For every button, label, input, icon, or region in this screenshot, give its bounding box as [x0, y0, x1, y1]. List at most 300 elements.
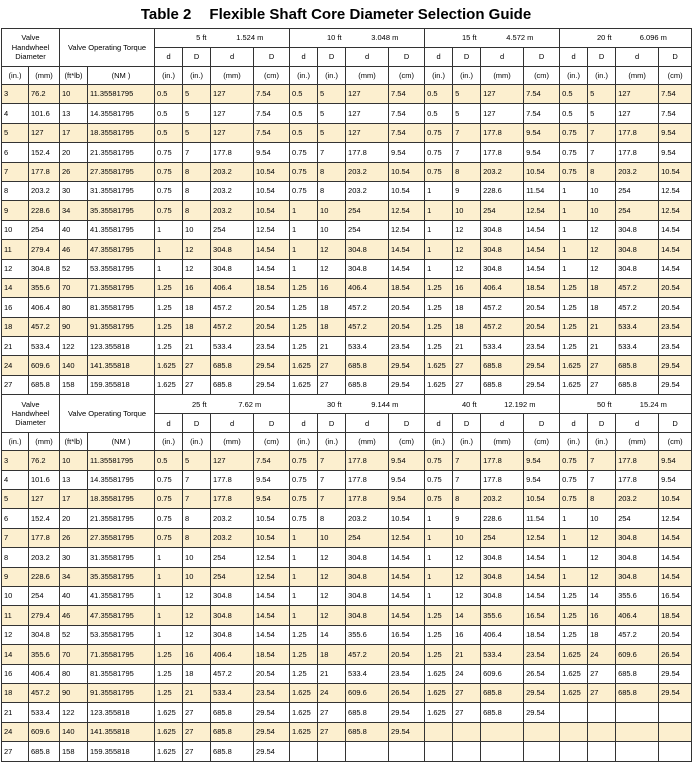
- table-cell: 203.2: [211, 181, 254, 200]
- sub-header: d: [481, 48, 524, 67]
- unit-header: (mm): [616, 67, 659, 85]
- table-cell: 12.54: [254, 567, 290, 586]
- table-cell: 12.54: [524, 528, 560, 547]
- table-cell: [290, 742, 318, 761]
- table-cell: 10: [318, 201, 346, 220]
- table-cell: 20.54: [254, 664, 290, 683]
- table-cell: 1.25: [155, 337, 183, 356]
- sub-header: d: [346, 48, 389, 67]
- table-cell: 14.54: [659, 548, 692, 567]
- table-cell: 24: [2, 356, 29, 375]
- table-cell: 10: [183, 567, 211, 586]
- table-cell: 0.75: [155, 490, 183, 509]
- unit-header: (in.): [290, 67, 318, 85]
- table-cell: 101.6: [29, 104, 60, 123]
- table-cell: 21: [2, 337, 29, 356]
- table-cell: 14.54: [659, 259, 692, 278]
- table-cell: 12: [318, 567, 346, 586]
- unit-header: (mm): [481, 433, 524, 451]
- table-cell: 10: [2, 586, 29, 605]
- table-cell: 228.6: [481, 181, 524, 200]
- table-cell: 9.54: [389, 490, 425, 509]
- table-cell: 9.54: [389, 143, 425, 162]
- unit-header: (cm): [524, 67, 560, 85]
- table-cell: 8: [318, 162, 346, 181]
- table-cell: [425, 722, 453, 741]
- table-cell: 10: [318, 220, 346, 239]
- table-cell: 1.25: [560, 586, 588, 605]
- table-cell: 0.75: [155, 470, 183, 489]
- table-cell: 177.8: [616, 123, 659, 142]
- table-cell: 0.75: [290, 181, 318, 200]
- table-cell: 81.35581795: [88, 664, 155, 683]
- table-cell: 10.54: [254, 528, 290, 547]
- table-cell: 0.75: [560, 490, 588, 509]
- table-cell: 10.54: [389, 181, 425, 200]
- unit-header: (cm): [389, 433, 425, 451]
- table-cell: 0.5: [290, 104, 318, 123]
- table-cell: 609.6: [29, 722, 60, 741]
- unit-header: (in.): [2, 433, 29, 451]
- table-cell: 23.54: [659, 317, 692, 336]
- table-cell: 7.54: [254, 104, 290, 123]
- table-cell: 5: [453, 104, 481, 123]
- table-cell: 7: [183, 470, 211, 489]
- table-cell: 158: [60, 742, 88, 761]
- table-cell: 533.4: [211, 683, 254, 702]
- table-row: [2, 470, 692, 489]
- table-row: [2, 375, 692, 394]
- table-cell: 18.54: [254, 278, 290, 297]
- table-cell: 14: [453, 606, 481, 625]
- table-cell: [659, 742, 692, 761]
- table-cell: 27: [183, 356, 211, 375]
- table-cell: 14.54: [254, 240, 290, 259]
- sub-header: d: [290, 48, 318, 67]
- table-cell: 406.4: [481, 278, 524, 297]
- table-cell: 27.35581795: [88, 528, 155, 547]
- sub-header: D: [453, 414, 481, 433]
- table-cell: [524, 722, 560, 741]
- table-cell: 304.8: [29, 625, 60, 644]
- table-cell: 20.54: [659, 278, 692, 297]
- table-cell: 14.54: [389, 240, 425, 259]
- table-cell: 533.4: [346, 664, 389, 683]
- unit-header: (mm): [29, 67, 60, 85]
- table-cell: 1: [155, 625, 183, 644]
- table-cell: 685.8: [211, 742, 254, 761]
- table-row: [2, 298, 692, 317]
- table-cell: 140: [60, 722, 88, 741]
- table-cell: 29.54: [524, 375, 560, 394]
- table-cell: 533.4: [29, 337, 60, 356]
- table-cell: 12.54: [659, 201, 692, 220]
- unit-header: (ft*lb): [60, 433, 88, 451]
- table-cell: 24: [453, 664, 481, 683]
- table-cell: 685.8: [616, 356, 659, 375]
- table-cell: 30: [60, 181, 88, 200]
- table-cell: 457.2: [29, 317, 60, 336]
- table-cell: 12: [183, 240, 211, 259]
- table-row: [2, 181, 692, 200]
- table-cell: 10: [453, 201, 481, 220]
- table-cell: 11.54: [524, 509, 560, 528]
- table-cell: 1: [425, 548, 453, 567]
- unit-header: (cm): [524, 433, 560, 451]
- table-cell: 14.35581795: [88, 104, 155, 123]
- table-cell: 27: [453, 375, 481, 394]
- table-cell: 18: [453, 317, 481, 336]
- unit-header: (NM ): [88, 67, 155, 85]
- table-row: [2, 278, 692, 297]
- table-cell: 35.35581795: [88, 201, 155, 220]
- table-cell: [659, 722, 692, 741]
- table-cell: 457.2: [481, 298, 524, 317]
- table-row: [2, 586, 692, 605]
- unit-header: (mm): [346, 67, 389, 85]
- header-row: [2, 395, 692, 414]
- table-cell: 10.54: [659, 162, 692, 181]
- table-cell: 47.35581795: [88, 240, 155, 259]
- unit-header: (in.): [155, 67, 183, 85]
- table-cell: 0.75: [560, 143, 588, 162]
- table-cell: 46: [60, 606, 88, 625]
- table-cell: 18: [2, 683, 29, 702]
- table-cell: 177.8: [29, 528, 60, 547]
- table-cell: 16: [183, 278, 211, 297]
- table-cell: 8: [183, 528, 211, 547]
- table-cell: 685.8: [616, 375, 659, 394]
- sub-header: D: [389, 48, 425, 67]
- sub-header: d: [560, 48, 588, 67]
- table-cell: 127: [29, 490, 60, 509]
- table-cell: 1.625: [155, 742, 183, 761]
- table-row: [2, 337, 692, 356]
- table-cell: 533.4: [346, 337, 389, 356]
- table-cell: 18: [318, 298, 346, 317]
- table-cell: 254: [211, 548, 254, 567]
- sub-header: d: [616, 48, 659, 67]
- table-cell: 18.35581795: [88, 490, 155, 509]
- table-cell: 203.2: [616, 490, 659, 509]
- table-cell: 7: [318, 490, 346, 509]
- table-cell: 26: [60, 162, 88, 181]
- table-cell: 14.54: [524, 240, 560, 259]
- table-cell: 1: [425, 509, 453, 528]
- table-cell: 203.2: [211, 201, 254, 220]
- table-row: [2, 548, 692, 567]
- table-cell: 26.54: [524, 664, 560, 683]
- length-m-header: 15.24 m: [616, 395, 692, 414]
- table-cell: 0.75: [155, 162, 183, 181]
- table-cell: 8: [453, 490, 481, 509]
- table-cell: 1.625: [425, 356, 453, 375]
- table-cell: 0.75: [290, 509, 318, 528]
- table-cell: 1: [290, 567, 318, 586]
- table-cell: 1.625: [425, 664, 453, 683]
- table-cell: 127: [29, 123, 60, 142]
- table-cell: 304.8: [211, 625, 254, 644]
- table-cell: 29.54: [524, 683, 560, 702]
- unit-header: (mm): [481, 67, 524, 85]
- table-cell: 1.25: [290, 317, 318, 336]
- table-cell: 8: [183, 181, 211, 200]
- table-cell: 0.5: [425, 104, 453, 123]
- table-cell: 29.54: [659, 664, 692, 683]
- table-cell: 254: [211, 567, 254, 586]
- unit-header: (in.): [560, 433, 588, 451]
- table-cell: 1: [425, 201, 453, 220]
- table-row: [2, 451, 692, 470]
- table-cell: 1: [560, 548, 588, 567]
- table-cell: 127: [616, 85, 659, 104]
- table-cell: 1: [560, 201, 588, 220]
- table-cell: 304.8: [616, 528, 659, 547]
- table-cell: 18: [588, 298, 616, 317]
- table-cell: 0.5: [290, 85, 318, 104]
- table-cell: 14.54: [254, 625, 290, 644]
- sub-header: D: [453, 48, 481, 67]
- table-cell: 53.35581795: [88, 259, 155, 278]
- unit-header: (cm): [659, 433, 692, 451]
- table-cell: 18: [318, 317, 346, 336]
- table-cell: 12: [183, 606, 211, 625]
- table-cell: 9.54: [524, 143, 560, 162]
- table-cell: 10: [588, 201, 616, 220]
- table-cell: 7.54: [389, 104, 425, 123]
- table-cell: 533.4: [616, 337, 659, 356]
- length-ft-header: 10 ft: [290, 29, 346, 48]
- table-cell: 304.8: [346, 567, 389, 586]
- table-cell: 14.54: [254, 259, 290, 278]
- table-cell: 12: [453, 548, 481, 567]
- table-cell: 0.75: [560, 470, 588, 489]
- table-cell: 0.5: [155, 104, 183, 123]
- table-cell: 1.625: [290, 375, 318, 394]
- table-cell: 70: [60, 278, 88, 297]
- table-cell: 5: [318, 104, 346, 123]
- table-cell: 9.54: [659, 451, 692, 470]
- table-cell: 9.54: [659, 470, 692, 489]
- table-cell: 12: [588, 548, 616, 567]
- table-cell: 90: [60, 683, 88, 702]
- table-cell: 20.54: [389, 317, 425, 336]
- unit-header: (mm): [211, 67, 254, 85]
- table-cell: 304.8: [346, 586, 389, 605]
- table-cell: 12: [183, 259, 211, 278]
- table-cell: 304.8: [481, 220, 524, 239]
- table-cell: 1.625: [560, 683, 588, 702]
- length-ft-header: 15 ft: [425, 29, 481, 48]
- table-cell: 23.54: [524, 645, 560, 664]
- table-cell: 13: [60, 104, 88, 123]
- sub-header: d: [211, 48, 254, 67]
- table-cell: 533.4: [211, 337, 254, 356]
- table-cell: [481, 722, 524, 741]
- sub-header: d: [481, 414, 524, 433]
- table-cell: 91.35581795: [88, 317, 155, 336]
- table-cell: 304.8: [211, 606, 254, 625]
- table-cell: 21: [453, 645, 481, 664]
- table-cell: 203.2: [481, 162, 524, 181]
- table-cell: 12: [453, 259, 481, 278]
- table-cell: 11.35581795: [88, 451, 155, 470]
- sub-header: D: [588, 48, 616, 67]
- table-cell: 1.25: [425, 317, 453, 336]
- table-row: [2, 85, 692, 104]
- table-cell: 177.8: [211, 470, 254, 489]
- table-cell: 9.54: [389, 470, 425, 489]
- table-cell: 5: [318, 85, 346, 104]
- table-row: [2, 722, 692, 741]
- table-cell: 1: [425, 240, 453, 259]
- table-cell: 3: [2, 85, 29, 104]
- table-cell: 1: [155, 606, 183, 625]
- table-cell: 1.25: [560, 625, 588, 644]
- table-cell: [588, 722, 616, 741]
- sub-header: D: [389, 414, 425, 433]
- sub-header: D: [183, 48, 211, 67]
- table-cell: 1.625: [290, 722, 318, 741]
- table-cell: 12: [453, 220, 481, 239]
- table-cell: 1.25: [425, 606, 453, 625]
- table-cell: 29.54: [659, 683, 692, 702]
- table-cell: 18: [183, 664, 211, 683]
- table-cell: 46: [60, 240, 88, 259]
- table-cell: 7.54: [254, 85, 290, 104]
- table-cell: 76.2: [29, 451, 60, 470]
- table-cell: 304.8: [481, 259, 524, 278]
- table-cell: 14: [588, 586, 616, 605]
- table-cell: 7: [453, 470, 481, 489]
- table-cell: 1: [560, 528, 588, 547]
- table-cell: 71.35581795: [88, 278, 155, 297]
- table-cell: 16: [183, 645, 211, 664]
- table-cell: 152.4: [29, 143, 60, 162]
- table-cell: 457.2: [616, 278, 659, 297]
- sub-header: D: [318, 414, 346, 433]
- table-cell: 1.625: [155, 375, 183, 394]
- unit-header: (mm): [346, 433, 389, 451]
- table-cell: 457.2: [481, 317, 524, 336]
- table-cell: 203.2: [29, 548, 60, 567]
- unit-header: (in.): [453, 433, 481, 451]
- table-cell: 14.54: [659, 528, 692, 547]
- table-cell: 21: [588, 337, 616, 356]
- table-cell: 27: [318, 356, 346, 375]
- table-cell: 40: [60, 220, 88, 239]
- table-cell: 1: [425, 259, 453, 278]
- table-cell: 12: [2, 625, 29, 644]
- table-cell: 158: [60, 375, 88, 394]
- table-cell: 1: [425, 567, 453, 586]
- table-cell: 9.54: [389, 451, 425, 470]
- table-cell: 140: [60, 356, 88, 375]
- sub-header: D: [254, 48, 290, 67]
- table-cell: [588, 703, 616, 722]
- table-cell: 7: [453, 143, 481, 162]
- table-cell: 406.4: [29, 298, 60, 317]
- table-cell: 304.8: [481, 548, 524, 567]
- table-cell: 1.625: [155, 722, 183, 741]
- table-cell: 0.5: [425, 85, 453, 104]
- table-cell: 14.54: [389, 567, 425, 586]
- table-cell: [616, 742, 659, 761]
- table-cell: 29.54: [659, 375, 692, 394]
- table-cell: 9.54: [524, 470, 560, 489]
- table-cell: 9.54: [254, 470, 290, 489]
- table-title: [0, 0, 672, 28]
- table-cell: 7.54: [659, 104, 692, 123]
- header-row: [2, 29, 692, 48]
- table-cell: 23.54: [389, 664, 425, 683]
- table-cell: 406.4: [211, 645, 254, 664]
- table-cell: 0.75: [155, 509, 183, 528]
- table-cell: [560, 703, 588, 722]
- table-cell: 0.75: [155, 143, 183, 162]
- table-cell: 177.8: [211, 143, 254, 162]
- table-cell: 5: [2, 123, 29, 142]
- table-cell: 16: [453, 625, 481, 644]
- table-cell: 26.54: [659, 645, 692, 664]
- table-cell: [425, 742, 453, 761]
- table-cell: 7: [318, 451, 346, 470]
- table-row: [2, 317, 692, 336]
- table-cell: 5: [588, 104, 616, 123]
- table-cell: 29.54: [254, 742, 290, 761]
- table-cell: 1: [425, 220, 453, 239]
- table-cell: 10.54: [254, 201, 290, 220]
- table-row: [2, 201, 692, 220]
- table-cell: 0.75: [425, 143, 453, 162]
- unit-header: (in.): [318, 67, 346, 85]
- table-cell: 16.54: [659, 586, 692, 605]
- table-cell: 457.2: [211, 664, 254, 683]
- table-cell: 34: [60, 567, 88, 586]
- table-cell: 14: [2, 645, 29, 664]
- table-cell: 12: [318, 548, 346, 567]
- table-cell: 457.2: [211, 317, 254, 336]
- table-cell: 7: [318, 143, 346, 162]
- table-cell: 52: [60, 625, 88, 644]
- table-cell: 31.35581795: [88, 181, 155, 200]
- table-cell: 9: [2, 201, 29, 220]
- table-cell: 304.8: [481, 240, 524, 259]
- table-cell: 127: [211, 123, 254, 142]
- table-cell: 7.54: [254, 123, 290, 142]
- table-cell: 127: [211, 104, 254, 123]
- unit-header: (in.): [453, 67, 481, 85]
- table-cell: 0.75: [290, 143, 318, 162]
- table-cell: 685.8: [481, 375, 524, 394]
- table-cell: 18.54: [254, 645, 290, 664]
- table-cell: 6: [2, 509, 29, 528]
- table-cell: 1: [155, 586, 183, 605]
- table-cell: 17: [60, 123, 88, 142]
- table-cell: 159.355818: [88, 742, 155, 761]
- length-m-header: 4.572 m: [481, 29, 560, 48]
- table-cell: 12: [2, 259, 29, 278]
- table-cell: 0.75: [560, 123, 588, 142]
- table-cell: [588, 742, 616, 761]
- table-cell: 27: [183, 742, 211, 761]
- table-cell: 53.35581795: [88, 625, 155, 644]
- table-cell: 1.25: [155, 298, 183, 317]
- table-cell: 177.8: [616, 143, 659, 162]
- unit-header: (mm): [211, 433, 254, 451]
- table-cell: 177.8: [616, 451, 659, 470]
- table-cell: 0.75: [425, 123, 453, 142]
